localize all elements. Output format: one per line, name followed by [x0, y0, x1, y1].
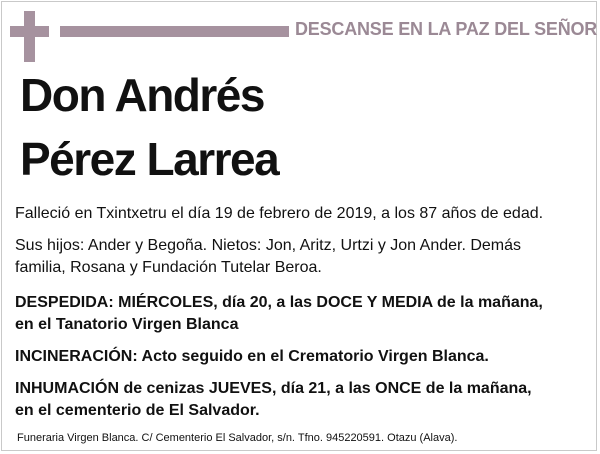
funeral-home-footer: Funeraria Virgen Blanca. C/ Cementerio El Salvador, s/n. Tfno. 945220591. Otazu (Alava). [17, 432, 458, 444]
cremation-text: INCINERACIÓN: Acto seguido en el Crematorio Virgen Blanca. [15, 348, 489, 365]
family-paragraph [15, 235, 585, 279]
header-title: DESCANSE EN LA PAZ DEL SEÑOR [295, 19, 598, 39]
farewell-paragraph [15, 292, 585, 336]
cross-icon-horizontal [10, 26, 49, 37]
farewell-text-line1: DESPEDIDA: MIÉRCOLES, día 20, a las DOCE Y MEDIA de la mañana, [15, 294, 543, 311]
header-divider-bar [60, 26, 289, 37]
deceased-name-line1: Don Andrés [20, 69, 264, 121]
family-text-line1: Sus hijos: Ander y Begoña. Nietos: Jon, Aritz, Urtzi y Jon Ander. Demás [15, 237, 522, 254]
farewell-text-line2: en el Tanatorio Virgen Blanca [15, 316, 239, 333]
burial-paragraph [15, 378, 585, 422]
family-text-line2: familia, Rosana y Fundación Tutelar Beroa. [15, 259, 322, 276]
death-notice [15, 203, 585, 225]
cremation-paragraph [15, 346, 585, 368]
death-notice-text: Falleció en Txintxetru el día 19 de febrero de 2019, a los 87 años de edad. [15, 205, 544, 222]
deceased-name-line2: Pérez Larrea [20, 133, 279, 185]
burial-text-line2: en el cementerio de El Salvador. [15, 402, 260, 419]
burial-text-line1: INHUMACIÓN de cenizas JUEVES, día 21, a las ONCE de la mañana, [15, 380, 532, 397]
